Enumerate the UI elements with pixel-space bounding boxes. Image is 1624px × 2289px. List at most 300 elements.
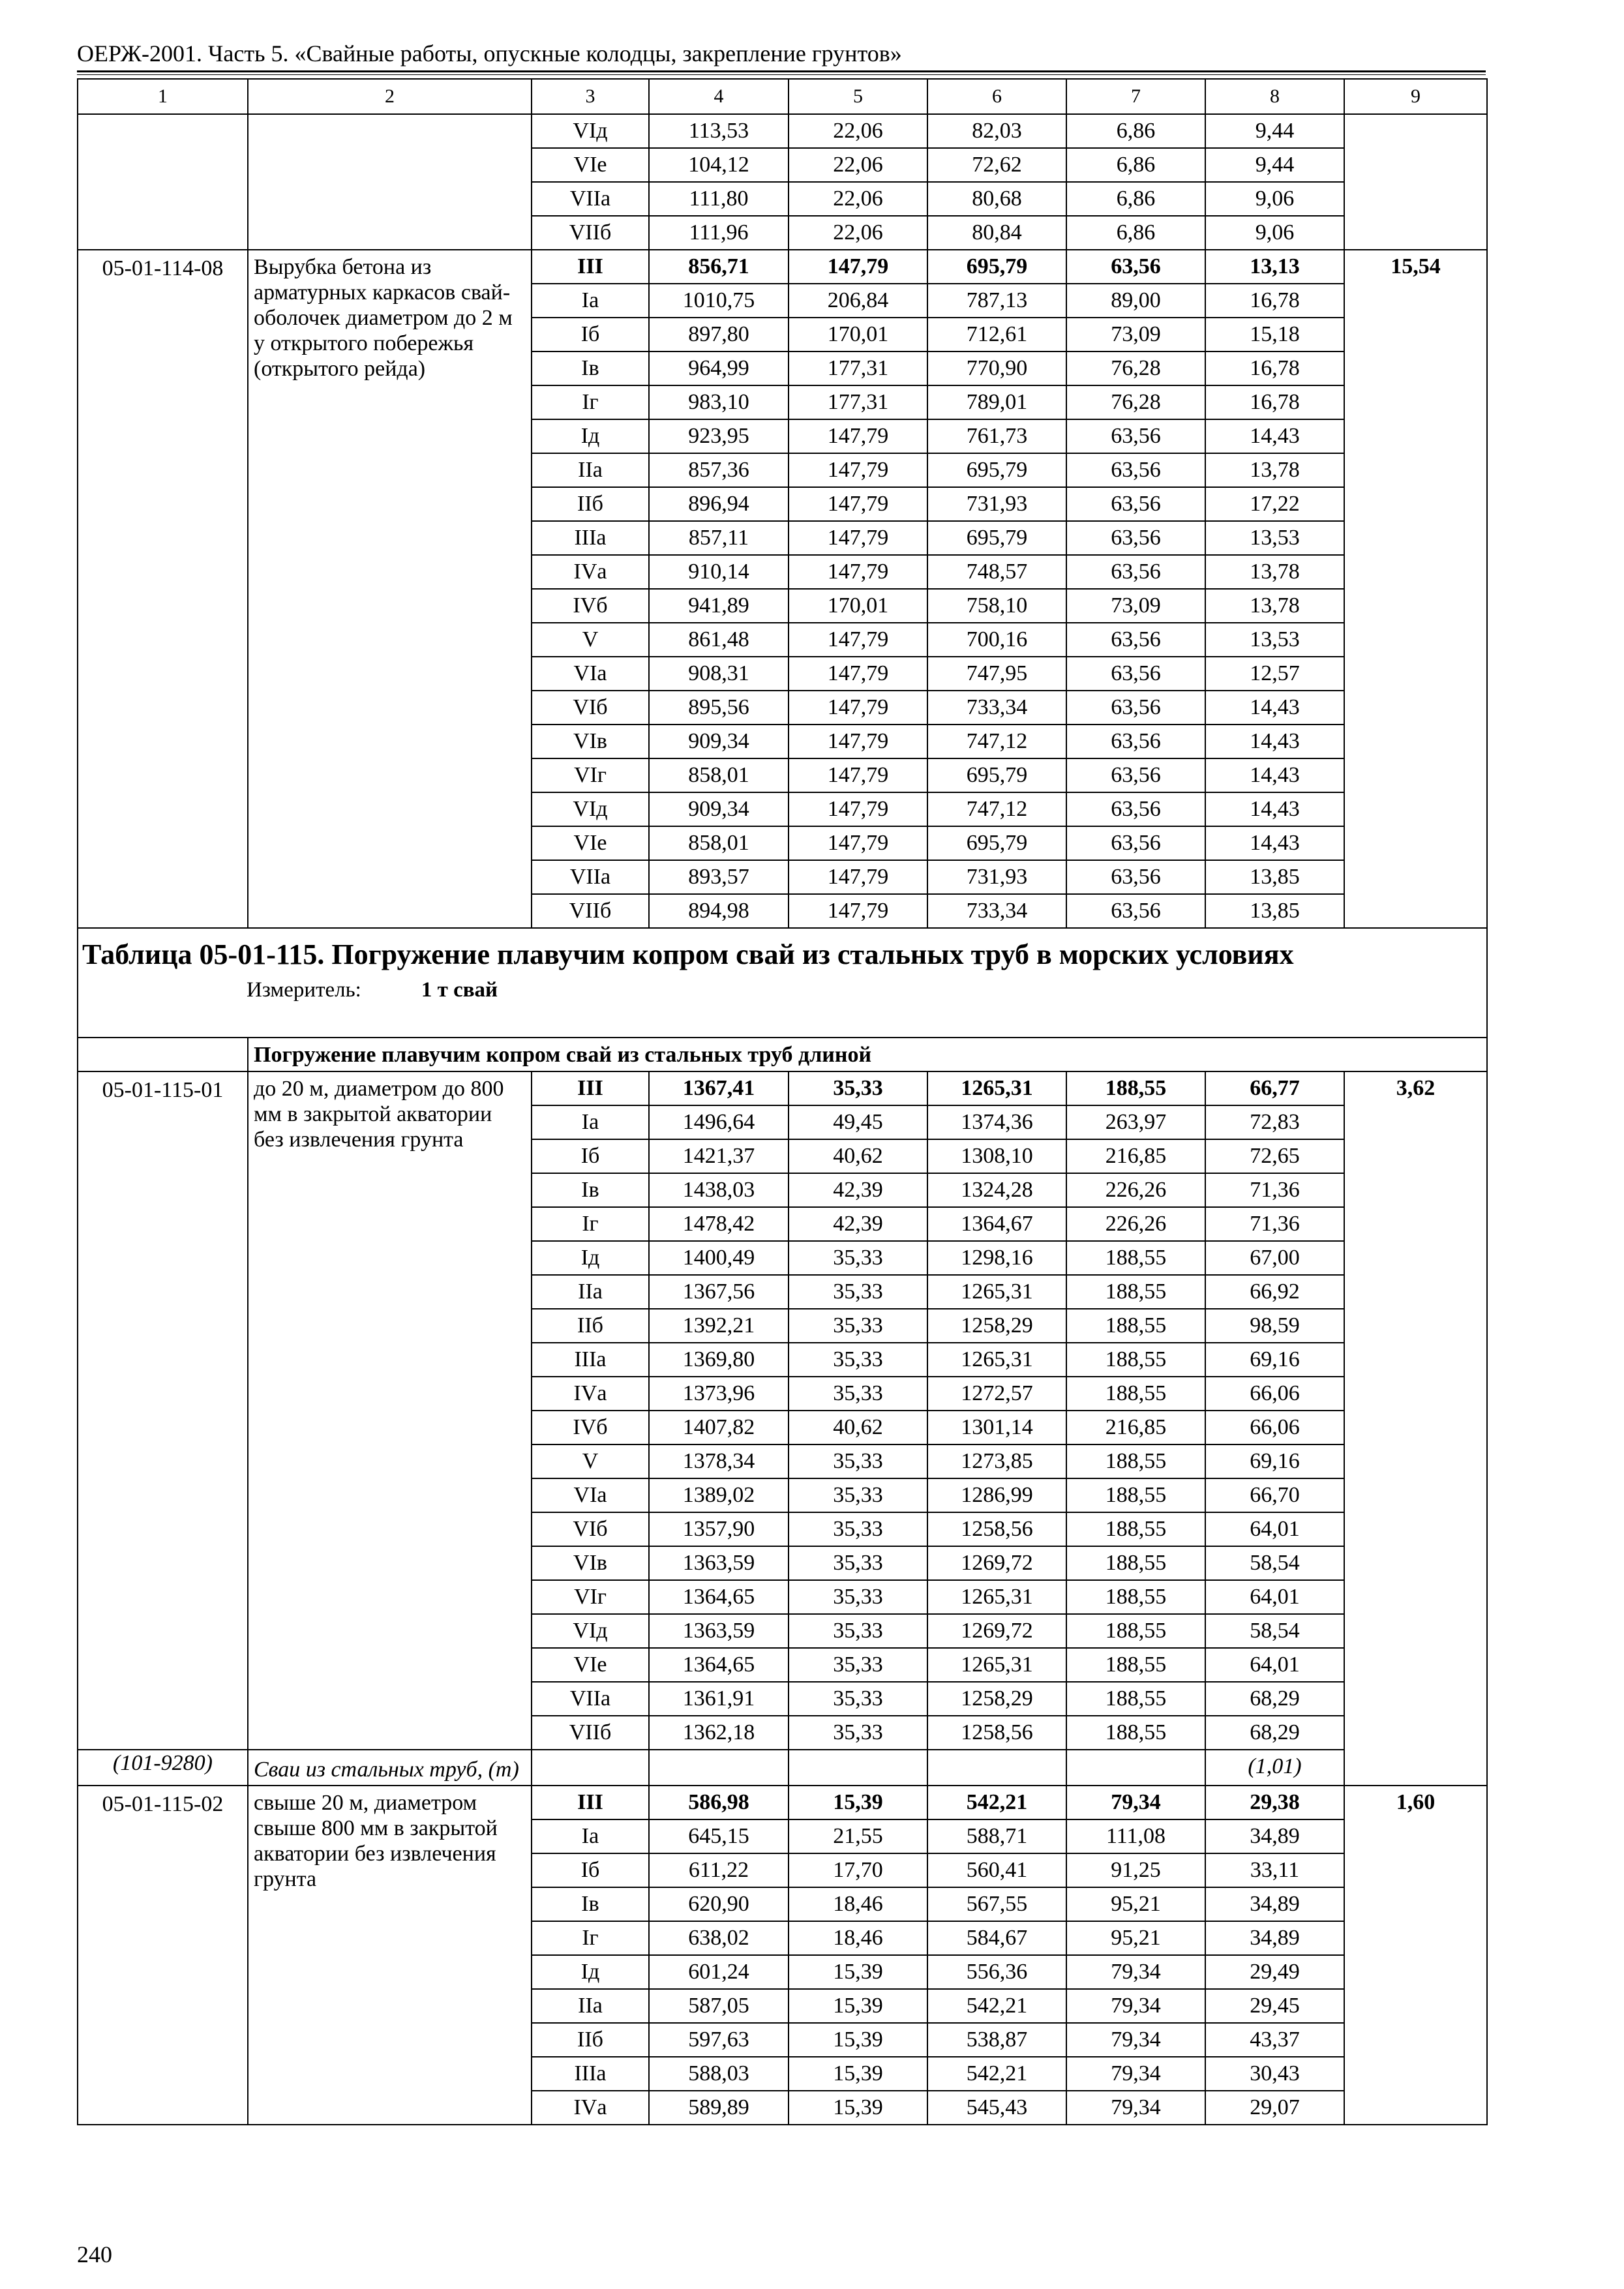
price-value: 80,84 xyxy=(927,216,1066,250)
price-value: 63,56 xyxy=(1066,453,1205,487)
work-description: до 20 м, диаметром до 800 мм в закрытой акватории без извлечения грунта xyxy=(248,1071,532,1750)
price-value: 206,84 xyxy=(789,284,927,318)
price-value: 66,92 xyxy=(1205,1275,1344,1309)
price-value: 188,55 xyxy=(1066,1682,1205,1716)
price-value: 21,55 xyxy=(789,1819,927,1853)
zone-code: IVб xyxy=(532,589,649,623)
price-value: 538,87 xyxy=(927,2023,1066,2057)
price-value: 226,26 xyxy=(1066,1173,1205,1207)
price-value: 111,80 xyxy=(649,182,789,216)
price-value: 857,36 xyxy=(649,453,789,487)
price-value: 567,55 xyxy=(927,1887,1066,1921)
price-value: 1269,72 xyxy=(927,1546,1066,1580)
price-value: 15,39 xyxy=(789,1786,927,1819)
subheading-row xyxy=(78,1038,1487,1071)
zone-code: VIIа xyxy=(532,860,649,894)
price-value: 601,24 xyxy=(649,1955,789,1989)
price-value: 188,55 xyxy=(1066,1275,1205,1309)
price-value: 13,78 xyxy=(1205,589,1344,623)
price-value: 14,43 xyxy=(1205,758,1344,792)
price-value: 14,43 xyxy=(1205,419,1344,453)
price-value: 1363,59 xyxy=(649,1546,789,1580)
price-value: 542,21 xyxy=(927,2057,1066,2091)
price-value: 22,06 xyxy=(789,216,927,250)
price-value: 9,06 xyxy=(1205,216,1344,250)
price-value: 645,15 xyxy=(649,1819,789,1853)
column-number: 7 xyxy=(1066,79,1205,114)
price-value: 15,39 xyxy=(789,2057,927,2091)
price-value: 63,56 xyxy=(1066,860,1205,894)
price-value: 13,85 xyxy=(1205,894,1344,928)
price-value: 63,56 xyxy=(1066,826,1205,860)
price-value: 1308,10 xyxy=(927,1139,1066,1173)
price-value: 80,68 xyxy=(927,182,1066,216)
price-value: 1407,82 xyxy=(649,1411,789,1444)
price-value: 177,31 xyxy=(789,352,927,385)
price-value: 29,45 xyxy=(1205,1989,1344,2023)
price-value: 79,34 xyxy=(1066,2023,1205,2057)
price-value: 15,39 xyxy=(789,2091,927,2125)
price-value: 147,79 xyxy=(789,657,927,691)
price-value: 58,54 xyxy=(1205,1546,1344,1580)
price-value: 188,55 xyxy=(1066,1580,1205,1614)
price-value: 1364,65 xyxy=(649,1648,789,1682)
price-value: 748,57 xyxy=(927,555,1066,589)
zone-code: VIIб xyxy=(532,894,649,928)
price-value: 34,89 xyxy=(1205,1887,1344,1921)
extra-value: 1,60 xyxy=(1344,1786,1487,2125)
price-value: 49,45 xyxy=(789,1105,927,1139)
price-value: 542,21 xyxy=(927,1989,1066,2023)
price-value: 560,41 xyxy=(927,1853,1066,1887)
price-value: 22,06 xyxy=(789,148,927,182)
zone-code: VIб xyxy=(532,1512,649,1546)
zone-code: IIб xyxy=(532,487,649,521)
price-value: 188,55 xyxy=(1066,1309,1205,1343)
price-value: 29,38 xyxy=(1205,1786,1344,1819)
zone-code: VIб xyxy=(532,691,649,725)
price-value: 147,79 xyxy=(789,521,927,555)
header-rule-thin xyxy=(77,74,1486,75)
price-value: 695,79 xyxy=(927,250,1066,284)
price-value: 695,79 xyxy=(927,826,1066,860)
column-number-row xyxy=(78,79,1487,114)
zone-code: IIIа xyxy=(532,521,649,555)
price-value: 1400,49 xyxy=(649,1241,789,1275)
price-value: 1478,42 xyxy=(649,1207,789,1241)
price-value: 95,21 xyxy=(1066,1887,1205,1921)
price-value: 95,21 xyxy=(1066,1921,1205,1955)
price-value: 66,06 xyxy=(1205,1377,1344,1411)
zone-code: Iв xyxy=(532,352,649,385)
price-value: 147,79 xyxy=(789,453,927,487)
price-value: 6,86 xyxy=(1066,182,1205,216)
price-value: 733,34 xyxy=(927,894,1066,928)
price-value: 79,34 xyxy=(1066,1786,1205,1819)
price-value: 908,31 xyxy=(649,657,789,691)
price-value: 188,55 xyxy=(1066,1377,1205,1411)
price-value: 63,56 xyxy=(1066,657,1205,691)
extra-value: 15,54 xyxy=(1344,250,1487,928)
price-value: 731,93 xyxy=(927,487,1066,521)
price-value: 15,18 xyxy=(1205,318,1344,352)
price-value: 909,34 xyxy=(649,792,789,826)
price-value: 34,89 xyxy=(1205,1819,1344,1853)
price-value: 188,55 xyxy=(1066,1444,1205,1478)
price-value: 695,79 xyxy=(927,758,1066,792)
price-value: 1265,31 xyxy=(927,1071,1066,1105)
price-value: 216,85 xyxy=(1066,1139,1205,1173)
measure-line xyxy=(82,977,1481,1003)
price-value: 68,29 xyxy=(1205,1682,1344,1716)
price-value: 761,73 xyxy=(927,419,1066,453)
price-value: 66,77 xyxy=(1205,1071,1344,1105)
price-value: 895,56 xyxy=(649,691,789,725)
table-row xyxy=(78,1071,1487,1105)
zone-code: IIа xyxy=(532,1275,649,1309)
price-value: 9,06 xyxy=(1205,182,1344,216)
price-value: 188,55 xyxy=(1066,1614,1205,1648)
price-value: 1265,31 xyxy=(927,1648,1066,1682)
price-value: 897,80 xyxy=(649,318,789,352)
price-value: 71,36 xyxy=(1205,1207,1344,1241)
measure-value: 1 т свай xyxy=(421,978,498,1002)
price-value: 731,93 xyxy=(927,860,1066,894)
price-value: 42,39 xyxy=(789,1207,927,1241)
zone-code: Iд xyxy=(532,1955,649,1989)
price-value: 1374,36 xyxy=(927,1105,1066,1139)
price-value: 9,44 xyxy=(1205,114,1344,148)
price-value: 188,55 xyxy=(1066,1071,1205,1105)
price-value: 893,57 xyxy=(649,860,789,894)
table-title-row xyxy=(78,928,1487,1038)
price-value: 66,06 xyxy=(1205,1411,1344,1444)
empty-cell xyxy=(532,1750,649,1786)
rate-code: 05-01-115-02 xyxy=(78,1786,248,2125)
zone-code: IIа xyxy=(532,453,649,487)
price-value: 63,56 xyxy=(1066,894,1205,928)
price-value: 147,79 xyxy=(789,725,927,758)
column-number: 9 xyxy=(1344,79,1487,114)
price-value: 113,53 xyxy=(649,114,789,148)
zone-code: VIе xyxy=(532,148,649,182)
price-value: 9,44 xyxy=(1205,148,1344,182)
price-value: 856,71 xyxy=(649,250,789,284)
price-value: 597,63 xyxy=(649,2023,789,2057)
zone-code: VIг xyxy=(532,758,649,792)
price-value: 1367,56 xyxy=(649,1275,789,1309)
zone-code: Iб xyxy=(532,1139,649,1173)
zone-code: IIIа xyxy=(532,1343,649,1377)
table-row xyxy=(78,250,1487,284)
zone-code: VIIб xyxy=(532,1716,649,1750)
price-value: 13,13 xyxy=(1205,250,1344,284)
table-title-cell xyxy=(78,928,1487,1038)
zone-code: Iа xyxy=(532,1105,649,1139)
price-value: 15,39 xyxy=(789,2023,927,2057)
price-value: 1363,59 xyxy=(649,1614,789,1648)
column-number: 6 xyxy=(927,79,1066,114)
column-number: 2 xyxy=(248,79,532,114)
material-row xyxy=(78,1750,1487,1786)
price-value: 40,62 xyxy=(789,1411,927,1444)
price-value: 14,43 xyxy=(1205,691,1344,725)
price-value: 584,67 xyxy=(927,1921,1066,1955)
price-value: 1265,31 xyxy=(927,1580,1066,1614)
price-value: 13,85 xyxy=(1205,860,1344,894)
measure-label: Измеритель: xyxy=(247,978,361,1002)
price-value: 22,06 xyxy=(789,114,927,148)
price-value: 13,78 xyxy=(1205,453,1344,487)
price-value: 64,01 xyxy=(1205,1580,1344,1614)
price-value: 66,70 xyxy=(1205,1478,1344,1512)
price-value: 747,12 xyxy=(927,792,1066,826)
zone-code: VIIа xyxy=(532,1682,649,1716)
price-value: 35,33 xyxy=(789,1478,927,1512)
price-value: 63,56 xyxy=(1066,555,1205,589)
price-value: 63,56 xyxy=(1066,691,1205,725)
work-description xyxy=(248,114,532,250)
price-value: 35,33 xyxy=(789,1682,927,1716)
price-value: 18,46 xyxy=(789,1921,927,1955)
price-value: 76,28 xyxy=(1066,385,1205,419)
price-value: 35,33 xyxy=(789,1275,927,1309)
price-value: 1258,56 xyxy=(927,1512,1066,1546)
price-value: 1364,67 xyxy=(927,1207,1066,1241)
price-value: 98,59 xyxy=(1205,1309,1344,1343)
zone-code: III xyxy=(532,1071,649,1105)
price-value: 17,70 xyxy=(789,1853,927,1887)
price-value: 188,55 xyxy=(1066,1343,1205,1377)
price-value: 733,34 xyxy=(927,691,1066,725)
price-value: 747,95 xyxy=(927,657,1066,691)
price-value: 226,26 xyxy=(1066,1207,1205,1241)
price-value: 1389,02 xyxy=(649,1478,789,1512)
price-value: 63,56 xyxy=(1066,792,1205,826)
extra-value xyxy=(1344,114,1487,250)
rates-table xyxy=(77,78,1488,2125)
price-value: 712,61 xyxy=(927,318,1066,352)
price-value: 64,01 xyxy=(1205,1648,1344,1682)
price-value: 43,37 xyxy=(1205,2023,1344,2057)
price-value: 79,34 xyxy=(1066,2091,1205,2125)
price-value: 147,79 xyxy=(789,894,927,928)
zone-code: VIе xyxy=(532,1648,649,1682)
zone-code: III xyxy=(532,1786,649,1819)
table-subheading: Погружение плавучим копром свай из стальных труб длиной xyxy=(248,1038,1487,1071)
price-value: 941,89 xyxy=(649,589,789,623)
price-value: 188,55 xyxy=(1066,1241,1205,1275)
price-value: 35,33 xyxy=(789,1546,927,1580)
price-value: 89,00 xyxy=(1066,284,1205,318)
price-value: 147,79 xyxy=(789,826,927,860)
price-value: 188,55 xyxy=(1066,1478,1205,1512)
price-value: 188,55 xyxy=(1066,1716,1205,1750)
empty-cell xyxy=(789,1750,927,1786)
price-value: 35,33 xyxy=(789,1071,927,1105)
price-value: 1362,18 xyxy=(649,1716,789,1750)
column-number: 1 xyxy=(78,79,248,114)
material-code: (101-9280) xyxy=(78,1750,248,1786)
price-value: 111,08 xyxy=(1066,1819,1205,1853)
zone-code: IIб xyxy=(532,2023,649,2057)
zone-code: VIв xyxy=(532,725,649,758)
price-value: 1301,14 xyxy=(927,1411,1066,1444)
price-value: 69,16 xyxy=(1205,1444,1344,1478)
zone-code: IVб xyxy=(532,1411,649,1444)
price-value: 6,86 xyxy=(1066,216,1205,250)
price-value: 700,16 xyxy=(927,623,1066,657)
price-value: 170,01 xyxy=(789,318,927,352)
price-value: 188,55 xyxy=(1066,1546,1205,1580)
extra-value: 3,62 xyxy=(1344,1071,1487,1786)
price-value: 147,79 xyxy=(789,792,927,826)
price-value: 72,83 xyxy=(1205,1105,1344,1139)
price-value: 79,34 xyxy=(1066,2057,1205,2091)
zone-code: IIб xyxy=(532,1309,649,1343)
price-value: 15,39 xyxy=(789,1989,927,2023)
price-value: 1367,41 xyxy=(649,1071,789,1105)
price-value: 14,43 xyxy=(1205,725,1344,758)
price-value: 30,43 xyxy=(1205,2057,1344,2091)
price-value: 16,78 xyxy=(1205,385,1344,419)
price-value: 1438,03 xyxy=(649,1173,789,1207)
price-value: 923,95 xyxy=(649,419,789,453)
price-value: 1324,28 xyxy=(927,1173,1066,1207)
price-value: 15,39 xyxy=(789,1955,927,1989)
price-value: 964,99 xyxy=(649,352,789,385)
zone-code: V xyxy=(532,1444,649,1478)
price-value: 983,10 xyxy=(649,385,789,419)
price-value: 545,43 xyxy=(927,2091,1066,2125)
price-value: 894,98 xyxy=(649,894,789,928)
zone-code: Iг xyxy=(532,385,649,419)
column-number: 5 xyxy=(789,79,927,114)
price-value: 79,34 xyxy=(1066,1989,1205,2023)
material-name: Сваи из стальных труб, (т) xyxy=(248,1750,532,1786)
price-value: 35,33 xyxy=(789,1648,927,1682)
price-value: 73,09 xyxy=(1066,318,1205,352)
price-value: 1258,29 xyxy=(927,1682,1066,1716)
column-number: 4 xyxy=(649,79,789,114)
zone-code: IIIа xyxy=(532,2057,649,2091)
table-title: Таблица 05-01-115. Погружение плавучим копром свай из стальных труб в морских условиях xyxy=(82,938,1294,970)
table-row xyxy=(78,114,1487,148)
zone-code: VIв xyxy=(532,1546,649,1580)
zone-code: VIIа xyxy=(532,182,649,216)
price-value: 6,86 xyxy=(1066,114,1205,148)
zone-code: VIIб xyxy=(532,216,649,250)
price-value: 170,01 xyxy=(789,589,927,623)
price-value: 91,25 xyxy=(1066,1853,1205,1887)
zone-code: Iа xyxy=(532,284,649,318)
price-value: 64,01 xyxy=(1205,1512,1344,1546)
zone-code: Iд xyxy=(532,419,649,453)
column-number: 3 xyxy=(532,79,649,114)
price-value: 18,46 xyxy=(789,1887,927,1921)
price-value: 63,56 xyxy=(1066,623,1205,657)
zone-code: Iг xyxy=(532,1921,649,1955)
zone-code: V xyxy=(532,623,649,657)
price-value: 63,56 xyxy=(1066,725,1205,758)
empty-cell xyxy=(649,1750,789,1786)
price-value: 188,55 xyxy=(1066,1512,1205,1546)
rate-code xyxy=(78,114,248,250)
work-description: свыше 20 м, диаметром свыше 800 мм в закрытой акватории без извлечения грунта xyxy=(248,1786,532,2125)
price-value: 789,01 xyxy=(927,385,1066,419)
price-value: 73,09 xyxy=(1066,589,1205,623)
price-value: 63,56 xyxy=(1066,521,1205,555)
price-value: 638,02 xyxy=(649,1921,789,1955)
price-value: 770,90 xyxy=(927,352,1066,385)
price-value: 1258,29 xyxy=(927,1309,1066,1343)
price-value: 1272,57 xyxy=(927,1377,1066,1411)
price-value: 910,14 xyxy=(649,555,789,589)
price-value: 35,33 xyxy=(789,1716,927,1750)
zone-code: VIе xyxy=(532,826,649,860)
price-value: 758,10 xyxy=(927,589,1066,623)
price-value: 72,65 xyxy=(1205,1139,1344,1173)
price-value: 58,54 xyxy=(1205,1614,1344,1648)
price-value: 16,78 xyxy=(1205,352,1344,385)
zone-code: VIа xyxy=(532,1478,649,1512)
price-value: 147,79 xyxy=(789,419,927,453)
zone-code: IVа xyxy=(532,2091,649,2125)
price-value: 695,79 xyxy=(927,453,1066,487)
header-rule xyxy=(77,70,1486,72)
price-value: 42,39 xyxy=(789,1173,927,1207)
price-value: 104,12 xyxy=(649,148,789,182)
price-value: 13,53 xyxy=(1205,623,1344,657)
zone-code: Iв xyxy=(532,1887,649,1921)
price-value: 1373,96 xyxy=(649,1377,789,1411)
price-value: 71,36 xyxy=(1205,1173,1344,1207)
zone-code: Iб xyxy=(532,318,649,352)
rate-code: 05-01-114-08 xyxy=(78,250,248,928)
price-value: 35,33 xyxy=(789,1241,927,1275)
zone-code: VIг xyxy=(532,1580,649,1614)
work-description: Вырубка бетона из арматурных каркасов свай-оболочек диаметром до 2 м у открытого побережья (открытого рейда) xyxy=(248,250,532,928)
zone-code: VIд xyxy=(532,114,649,148)
price-value: 63,56 xyxy=(1066,250,1205,284)
zone-code: Iд xyxy=(532,1241,649,1275)
price-value: 556,36 xyxy=(927,1955,1066,1989)
price-value: 896,94 xyxy=(649,487,789,521)
price-value: 1258,56 xyxy=(927,1716,1066,1750)
zone-code: Iб xyxy=(532,1853,649,1887)
material-quantity: (1,01) xyxy=(1205,1750,1344,1786)
price-value: 82,03 xyxy=(927,114,1066,148)
price-value: 29,07 xyxy=(1205,2091,1344,2125)
price-value: 111,96 xyxy=(649,216,789,250)
price-value: 587,05 xyxy=(649,1989,789,2023)
price-value: 13,53 xyxy=(1205,521,1344,555)
price-value: 1361,91 xyxy=(649,1682,789,1716)
price-value: 147,79 xyxy=(789,860,927,894)
column-number: 8 xyxy=(1205,79,1344,114)
zone-code: III xyxy=(532,250,649,284)
empty-cell xyxy=(78,1038,248,1071)
price-value: 1273,85 xyxy=(927,1444,1066,1478)
price-value: 542,21 xyxy=(927,1786,1066,1819)
price-value: 6,86 xyxy=(1066,148,1205,182)
price-value: 216,85 xyxy=(1066,1411,1205,1444)
price-value: 787,13 xyxy=(927,284,1066,318)
price-value: 589,89 xyxy=(649,2091,789,2125)
price-value: 13,78 xyxy=(1205,555,1344,589)
price-value: 1298,16 xyxy=(927,1241,1066,1275)
price-value: 858,01 xyxy=(649,758,789,792)
